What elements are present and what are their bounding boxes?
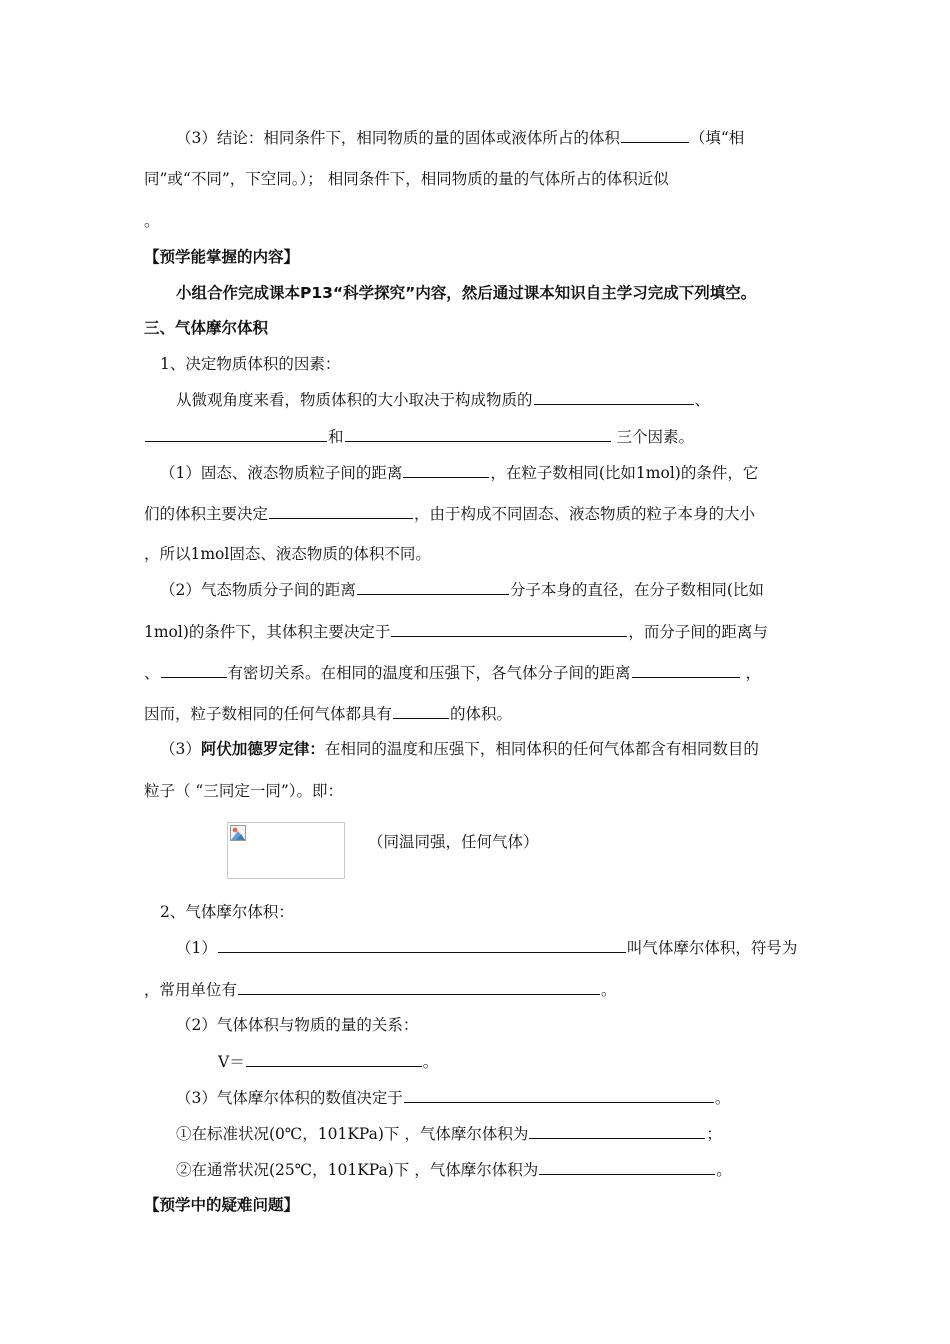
instruction-line: 小组合作完成课本P13“科学探究”内容，然后通过课本知识自主学习完成下列填空。 [176, 284, 757, 302]
ntp-text: 。 [716, 1161, 732, 1179]
stp-text: ； [706, 1125, 722, 1143]
q2-line-3 [144, 661, 761, 684]
q2-line-2 [144, 620, 768, 643]
factors-line-2 [144, 425, 694, 448]
fill-blank[interactable] [632, 661, 740, 678]
def-text: ，常用单位有 [144, 981, 238, 999]
def-text: （1） [176, 939, 217, 957]
q2-line-4 [144, 702, 512, 725]
ntp-text: ②在通常状况(25℃，101KPa)下 ，气体摩尔体积为 [176, 1161, 539, 1179]
q1-line-3: ，所以1mol固态、液态物质的体积不同。 [144, 545, 431, 563]
depends-text: （3）气体摩尔体积的数值决定于 [176, 1089, 403, 1107]
avogadro-law-label: 阿伏加德罗定律： [200, 740, 325, 758]
relation-formula [218, 1050, 438, 1073]
fill-blank[interactable] [393, 702, 449, 719]
fill-blank[interactable] [621, 126, 689, 143]
fill-blank[interactable] [404, 1086, 714, 1103]
q2-text: 1mol)的条件下，其体积主要决定于 [144, 623, 391, 641]
fill-blank[interactable] [391, 620, 627, 637]
fill-blank[interactable] [539, 1158, 715, 1175]
q2-text: 、 [144, 664, 160, 682]
q2-text: ， [745, 664, 761, 682]
factors-line-1 [176, 388, 710, 411]
conclusion-text: （3）结论：相同条件下，相同物质的量的固体或液体所占的体积 [176, 129, 620, 147]
formula-note: （同温同强，任何气体） [368, 833, 539, 851]
fill-blank[interactable] [345, 425, 611, 442]
q2-line-1 [160, 578, 764, 601]
fill-blank[interactable] [403, 461, 489, 478]
q1-text: 们的体积主要决定 [144, 505, 269, 523]
q1-text: ，在粒子数相同(比如1mol)的条件，它 [490, 464, 759, 482]
heading-prelearn: 【预学能掌握的内容】 [144, 248, 300, 266]
formula-text: V＝ [218, 1053, 245, 1071]
fill-blank[interactable] [269, 502, 413, 519]
fill-blank[interactable] [145, 425, 327, 442]
punct: 、 [694, 391, 711, 409]
conclusion-line-3: 。 [144, 212, 160, 230]
q1-line-2 [144, 502, 755, 525]
fill-blank[interactable] [529, 1122, 705, 1139]
subsection-1-title: 1、决定物质体积的因素： [160, 355, 341, 373]
broken-image-icon [230, 825, 246, 841]
fill-blank[interactable] [534, 388, 694, 405]
q2-text: 有密切关系。在相同的温度和压强下，各气体分子间的距离 [227, 664, 631, 682]
q3-line-1 [160, 738, 759, 760]
subsection-2-title: 2、气体摩尔体积： [160, 903, 294, 921]
q1-text: （1）固态、液态物质粒子间的距离 [160, 464, 403, 482]
q2-text: 因而，粒子数相同的任何气体都具有 [144, 705, 393, 723]
formula-image-placeholder [227, 822, 345, 879]
q3-text: 在相同的温度和压强下，相同体积的任何气体都含有相同数目的 [324, 740, 759, 758]
ntp-line [176, 1158, 732, 1181]
q3-line-2: 粒子（ “三同定一同”）。即： [144, 782, 344, 800]
factors-text: 从微观角度来看，物质体积的大小取决于构成物质的 [176, 391, 533, 409]
fill-blank[interactable] [246, 1050, 422, 1067]
def-line-2 [144, 978, 617, 1001]
q2-text: ，而分子间的距离与 [628, 623, 768, 641]
conj-text: 和 [328, 428, 344, 446]
conclusion-hint: （填“相 [689, 129, 745, 147]
q3-text: （3） [160, 740, 201, 758]
q2-text: 分子本身的直径，在分子数相同(比如 [509, 581, 764, 599]
q2-text: （2）气态物质分子间的距离 [160, 581, 356, 599]
q1-text: ，由于构成不同固态、液态物质的粒子本身的大小 [414, 505, 756, 523]
conclusion-line-1 [176, 126, 744, 149]
relation-title: （2）气体体积与物质的量的关系： [176, 1016, 419, 1034]
def-text: 。 [601, 981, 617, 999]
fill-blank[interactable] [218, 936, 626, 953]
stp-line [176, 1122, 722, 1145]
formula-text: 。 [422, 1053, 439, 1071]
def-line-1 [176, 936, 797, 959]
heading-difficult: 【预学中的疑难问题】 [144, 1196, 300, 1214]
depends-text: 。 [714, 1089, 731, 1107]
q2-text: 的体积。 [450, 705, 513, 723]
value-depends-line [176, 1086, 730, 1109]
def-text: 叫气体摩尔体积，符号为 [626, 939, 798, 957]
fill-blank[interactable] [161, 661, 227, 678]
q1-line-1 [160, 461, 758, 484]
section-title: 三、气体摩尔体积 [144, 319, 269, 337]
fill-blank[interactable] [357, 578, 509, 595]
conclusion-line-2: 同”或“不同”，下空同。）； 相同条件下，相同物质的量的气体所占的体积近似 [144, 170, 669, 188]
stp-text: ①在标准状况(0℃，101KPa)下 ，气体摩尔体积为 [176, 1125, 529, 1143]
factors-end: 三个因素。 [616, 428, 694, 446]
fill-blank[interactable] [238, 978, 600, 995]
